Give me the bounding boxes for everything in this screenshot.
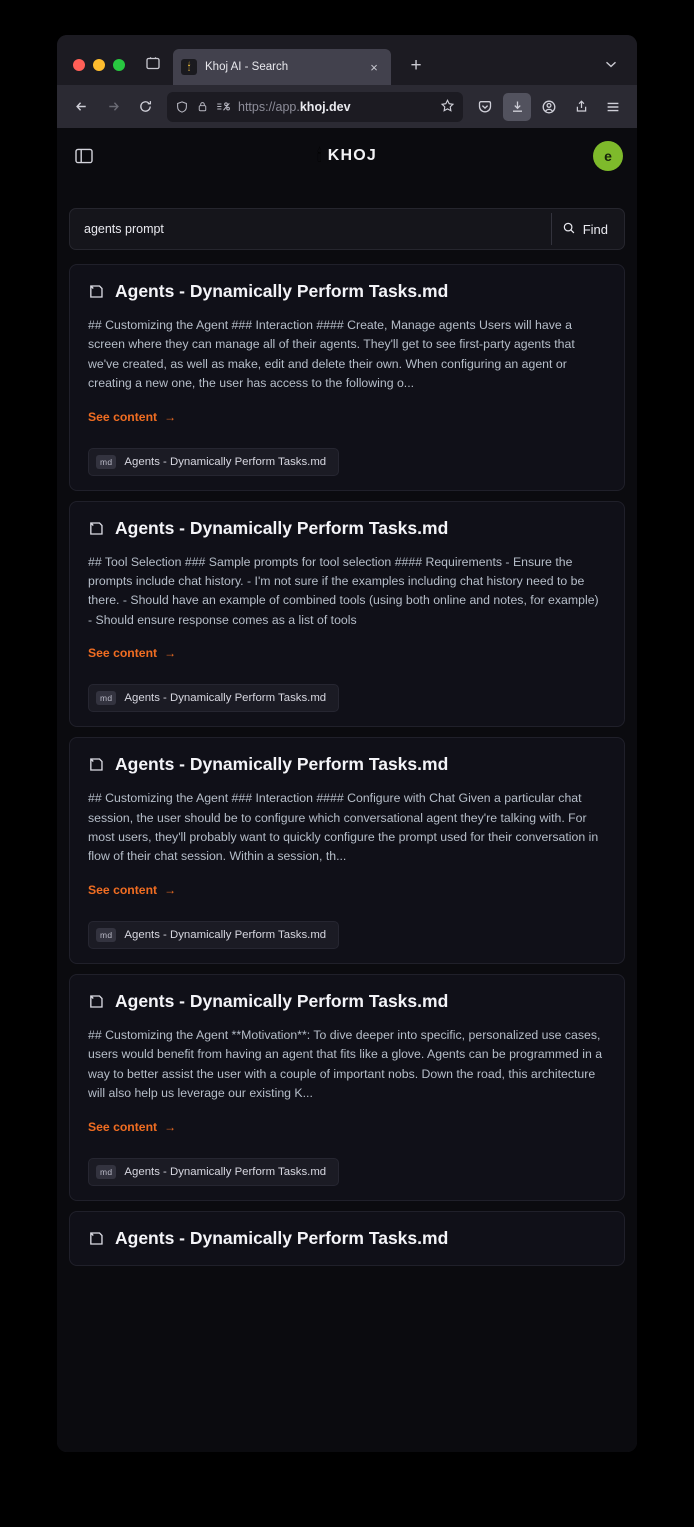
result-snippet: ## Tool Selection ### Sample prompts for tool selection #### Requirements - Ensure the prompts include chat history. - I'm not sure if the examples including chat history need to be there. - Should have an example of combined tools (using both online and notes, for example) - Should ensure response comes as a list of tools bbox=[88, 554, 599, 627]
back-button[interactable] bbox=[67, 93, 95, 121]
arrow-right-icon: → bbox=[164, 882, 177, 897]
source-chip[interactable] bbox=[88, 684, 339, 712]
minimize-window-button[interactable] bbox=[93, 59, 105, 71]
result-title-row bbox=[88, 754, 606, 775]
search-bar[interactable] bbox=[69, 208, 625, 250]
arrow-right-icon: → bbox=[164, 646, 177, 661]
see-content-label: See content bbox=[88, 1119, 158, 1134]
avatar[interactable]: e bbox=[593, 141, 623, 171]
brand bbox=[57, 146, 637, 166]
account-icon[interactable] bbox=[535, 93, 563, 121]
hamburger-menu-icon[interactable] bbox=[599, 93, 627, 121]
source-chip-row bbox=[88, 448, 606, 476]
url-domain: khoj.dev bbox=[299, 99, 351, 114]
result-title-row bbox=[88, 1228, 606, 1249]
see-content-label: See content bbox=[88, 882, 158, 897]
result-title: Agents - Dynamically Perform Tasks.md bbox=[115, 517, 449, 538]
tab-strip bbox=[57, 35, 637, 85]
search-input[interactable] bbox=[82, 221, 551, 237]
source-chip-label: Agents - Dynamically Perform Tasks.md bbox=[124, 1165, 327, 1178]
source-chip-row bbox=[88, 921, 606, 949]
tab-title: Khoj AI - Search bbox=[205, 61, 289, 73]
url-text bbox=[238, 100, 433, 114]
source-chip[interactable] bbox=[88, 448, 339, 476]
result-title-row bbox=[88, 281, 606, 302]
maximize-window-button[interactable] bbox=[113, 59, 125, 71]
khoj-favicon-icon: 🕯 bbox=[181, 59, 197, 75]
document-icon bbox=[88, 283, 105, 300]
page-content bbox=[57, 128, 637, 1452]
result-snippet: ## Customizing the Agent ### Interaction #### Create, Manage agents Users will have a screen where they can manage all of their agents. They'll get to see first-party agents that we've created, as well as make, edit and delete their own. When configuring an agent or creating a new one, the user has access to the following o... bbox=[88, 318, 575, 391]
address-bar[interactable] bbox=[167, 92, 463, 122]
see-content-link[interactable] bbox=[88, 1120, 176, 1134]
result-title: Agents - Dynamically Perform Tasks.md bbox=[115, 754, 449, 775]
document-icon bbox=[88, 756, 105, 773]
document-icon bbox=[88, 1230, 105, 1247]
see-content-label: See content bbox=[88, 646, 158, 661]
find-label: Find bbox=[582, 221, 608, 237]
result-title-row bbox=[88, 518, 606, 539]
see-content-link[interactable] bbox=[88, 883, 176, 897]
source-chip-row bbox=[88, 1158, 606, 1186]
file-type-badge: md bbox=[96, 1165, 116, 1179]
source-chip-row bbox=[88, 684, 606, 712]
reload-button[interactable] bbox=[131, 93, 159, 121]
result-title: Agents - Dynamically Perform Tasks.md bbox=[115, 1227, 449, 1248]
list-item[interactable] bbox=[69, 264, 625, 491]
tab-list-icon[interactable] bbox=[139, 49, 167, 77]
list-item[interactable] bbox=[69, 974, 625, 1201]
document-icon bbox=[88, 520, 105, 537]
result-title: Agents - Dynamically Perform Tasks.md bbox=[115, 281, 449, 301]
search-icon bbox=[562, 221, 576, 238]
close-icon[interactable]: × bbox=[370, 59, 378, 75]
window-controls bbox=[65, 59, 135, 85]
result-title: Agents - Dynamically Perform Tasks.md bbox=[115, 990, 449, 1011]
shield-icon[interactable] bbox=[175, 100, 189, 114]
source-chip[interactable] bbox=[88, 1158, 339, 1186]
forward-button[interactable] bbox=[99, 93, 127, 121]
see-content-link[interactable] bbox=[88, 410, 176, 424]
source-chip-label: Agents - Dynamically Perform Tasks.md bbox=[124, 928, 327, 941]
result-title-row bbox=[88, 991, 606, 1012]
sidebar-toggle-icon[interactable] bbox=[71, 144, 97, 168]
search-results-list bbox=[57, 264, 637, 1452]
document-icon bbox=[88, 993, 105, 1010]
arrow-right-icon: → bbox=[164, 1119, 177, 1134]
download-icon[interactable] bbox=[503, 93, 531, 121]
lock-icon bbox=[196, 100, 209, 113]
share-icon[interactable] bbox=[567, 93, 595, 121]
browser-tab[interactable] bbox=[173, 49, 391, 85]
pocket-icon[interactable] bbox=[471, 93, 499, 121]
list-item[interactable] bbox=[69, 1211, 625, 1266]
see-content-label: See content bbox=[88, 409, 158, 424]
result-snippet: ## Customizing the Agent ### Interaction #### Configure with Chat Given a particular chat session, the user should be to configure which conversational agent they're talking with. For most users, they'll probably want to quickly configure the prompt used for their conversation in flow of their chat session. Within a session, th... bbox=[88, 791, 599, 864]
file-type-badge: md bbox=[96, 928, 116, 942]
app-header bbox=[57, 128, 637, 184]
file-type-badge: md bbox=[96, 455, 116, 469]
result-snippet: ## Customizing the Agent **Motivation**: To dive deeper into specific, personalized use cases, users would benefit from having an agent that fits like a glove. Agents can be programmed in a way to better assist the user with a couple of important nobs. Down the road, this architecture will also help us leverage our existing K... bbox=[88, 1027, 603, 1101]
reader-view-icon[interactable] bbox=[216, 100, 231, 113]
close-window-button[interactable] bbox=[73, 59, 85, 71]
list-item[interactable] bbox=[69, 501, 625, 728]
see-content-link[interactable] bbox=[88, 646, 176, 660]
source-chip[interactable] bbox=[88, 921, 339, 949]
source-chip-label: Agents - Dynamically Perform Tasks.md bbox=[124, 455, 327, 468]
browser-window bbox=[57, 35, 637, 1452]
find-button[interactable] bbox=[551, 213, 620, 245]
navigation-toolbar bbox=[57, 85, 637, 128]
arrow-right-icon: → bbox=[164, 409, 177, 424]
chevron-down-icon[interactable] bbox=[599, 52, 623, 76]
khoj-logo-icon: 🕯 bbox=[316, 146, 322, 165]
brand-name: KHOJ bbox=[327, 147, 378, 164]
new-tab-button[interactable]: + bbox=[410, 55, 422, 76]
list-item[interactable] bbox=[69, 737, 625, 964]
star-icon[interactable] bbox=[440, 98, 455, 116]
file-type-badge: md bbox=[96, 691, 116, 705]
source-chip-label: Agents - Dynamically Perform Tasks.md bbox=[124, 692, 327, 705]
url-prefix: https://app. bbox=[238, 99, 300, 114]
